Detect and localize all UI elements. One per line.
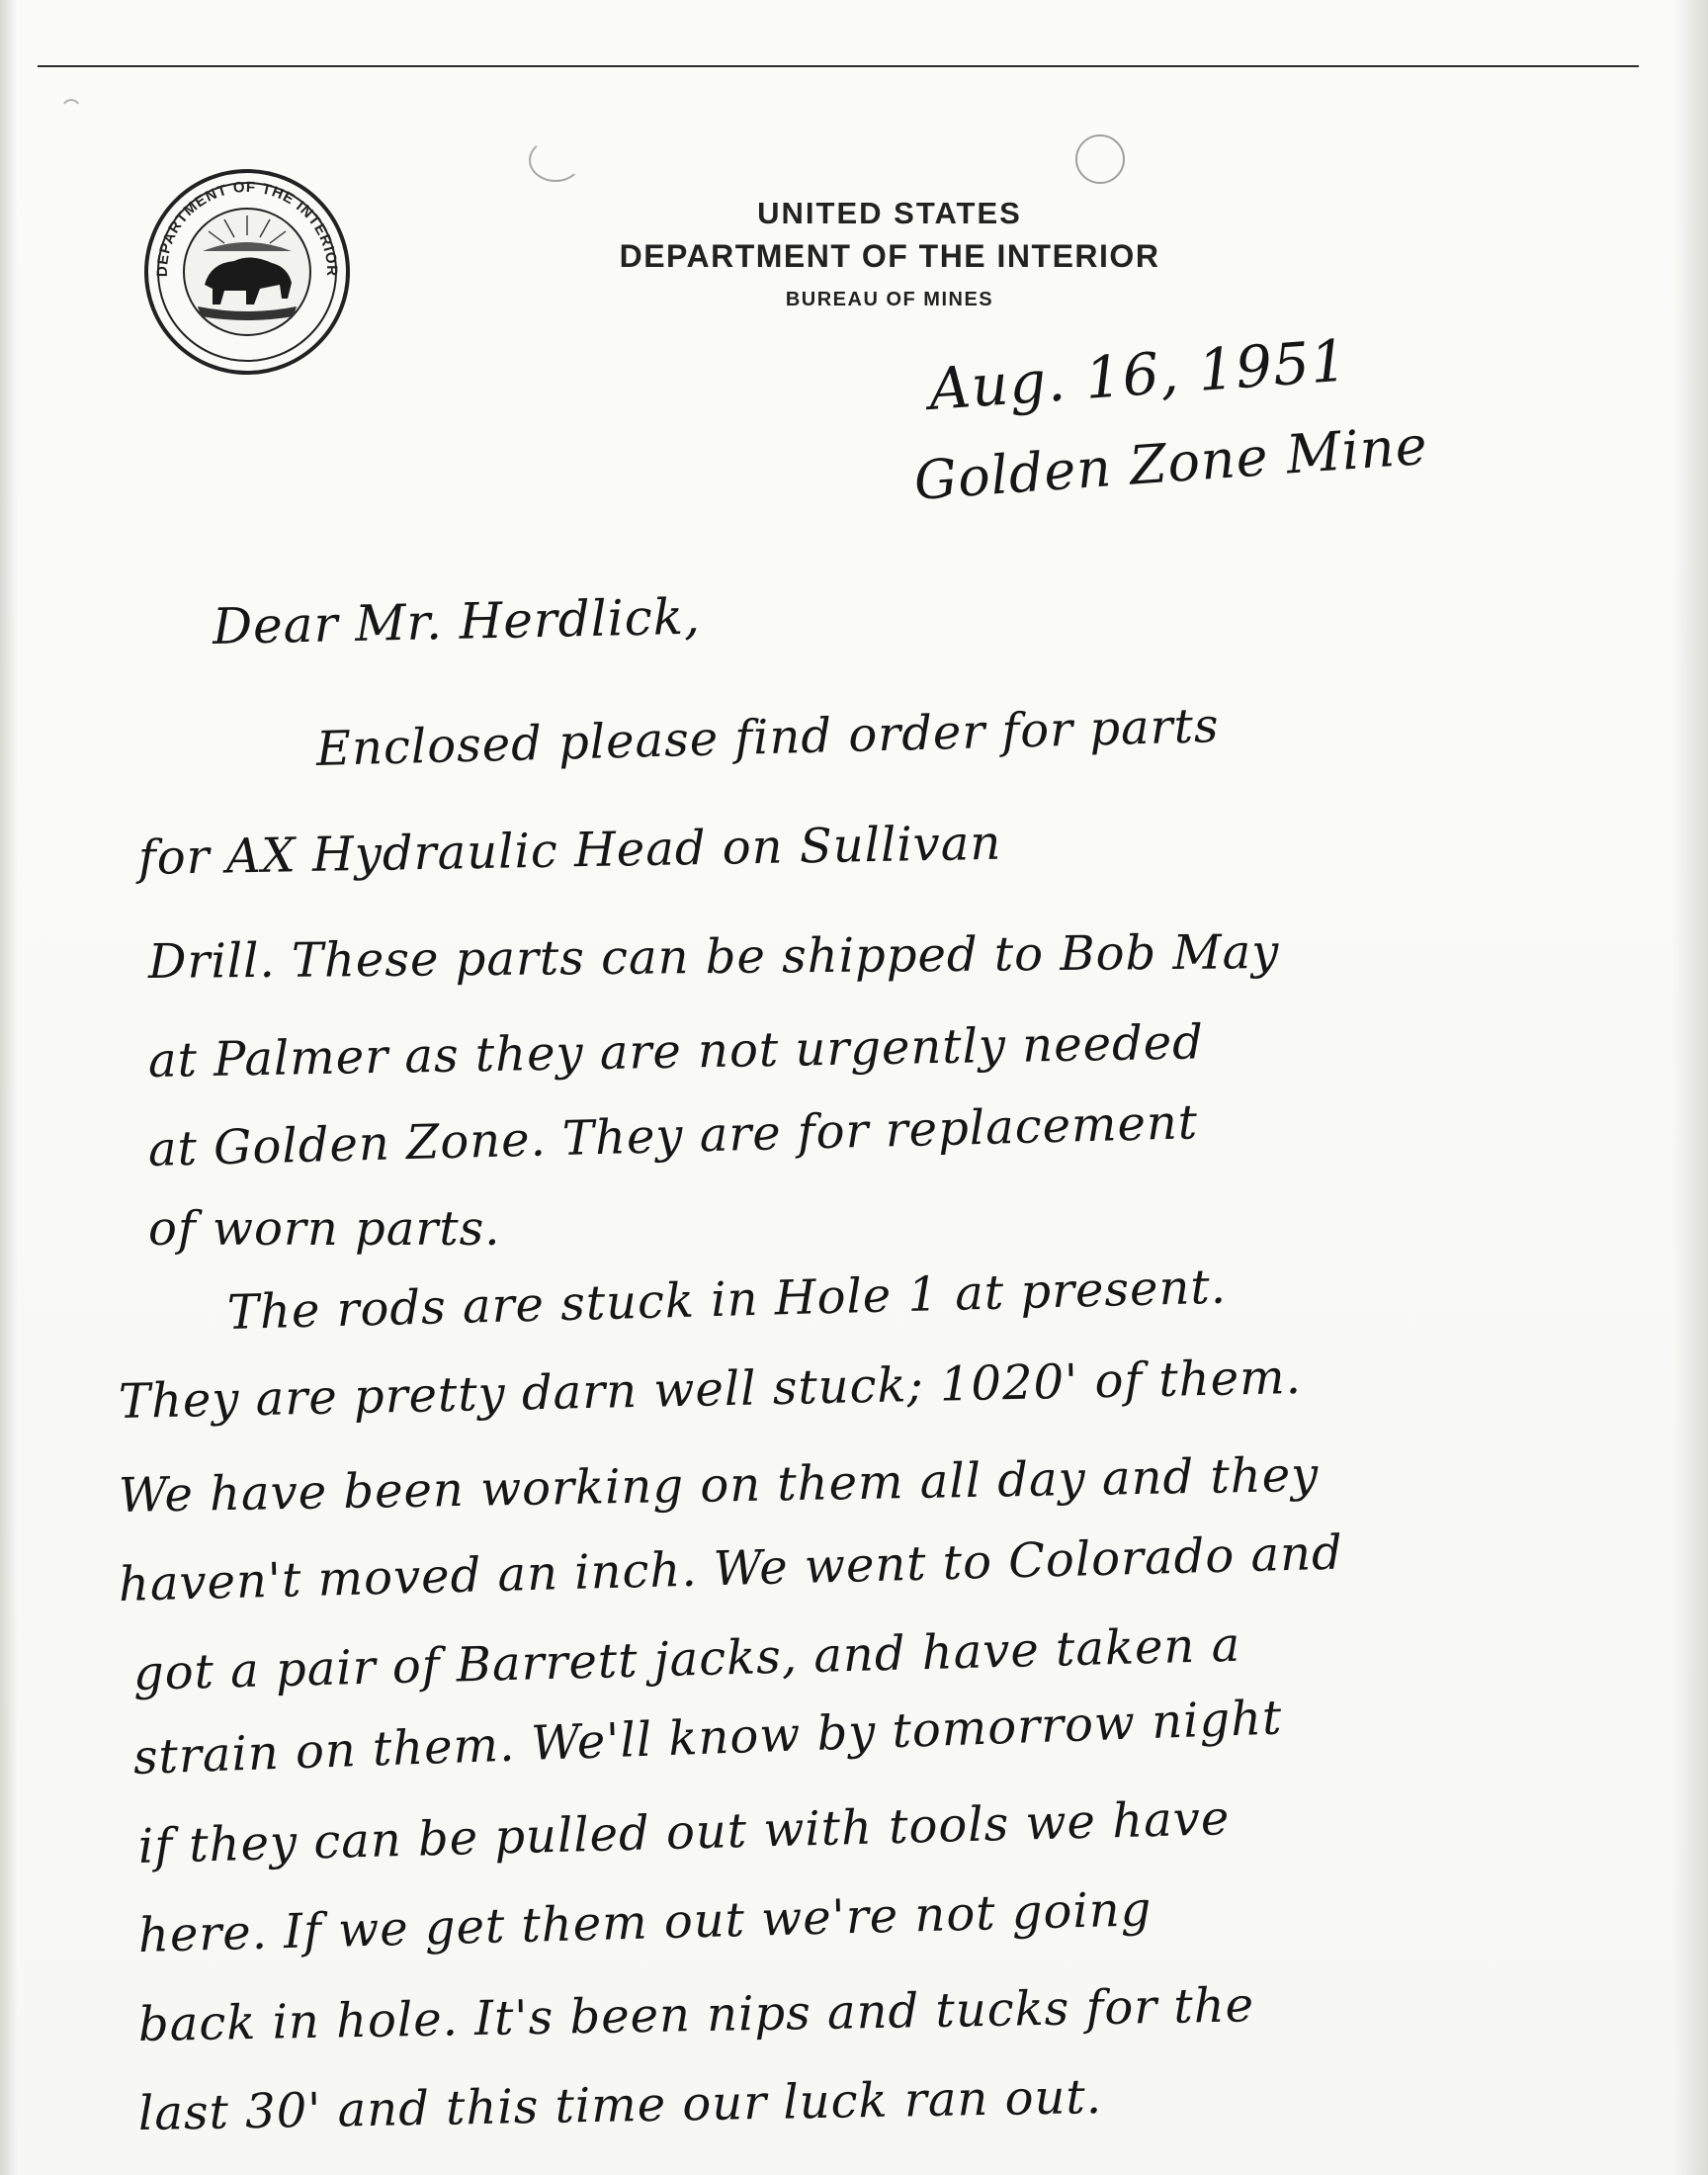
letter-line: The rods are stuck in Hole 1 at present. — [226, 1259, 1228, 1341]
letter-line: We have been working on them all day and they — [118, 1446, 1320, 1523]
letter-line: strain on them. We'll know by tomorrow night — [132, 1690, 1284, 1785]
scan-mark — [59, 99, 83, 132]
letter-line: if they can be pulled out with tools we have — [137, 1790, 1231, 1874]
scan-mark — [1075, 134, 1125, 184]
letter-line: at Palmer as they are not urgently needed — [147, 1014, 1205, 1088]
letter-line: of worn parts. — [148, 1201, 501, 1257]
department-seal — [143, 168, 351, 376]
letter-line: haven't moved an inch. We went to Colorado and — [118, 1524, 1344, 1612]
top-rule — [38, 65, 1639, 67]
letter-line: for AX Hydraulic Head on Sullivan — [137, 815, 1002, 886]
letter-line: last 30' and this time our luck ran out. — [137, 2068, 1103, 2141]
letterhead — [494, 194, 1285, 320]
scan-shadow-right — [1672, 0, 1708, 2175]
letter-line: Enclosed please find order for parts — [315, 698, 1221, 777]
letter-date: Aug. 16, 1951 — [926, 326, 1350, 423]
letter-salutation: Dear Mr. Herdlick, — [212, 587, 702, 655]
letter-place: Golden Zone Mine — [911, 413, 1430, 512]
letter-line: back in hole. It's been nips and tucks for the — [137, 1977, 1255, 2052]
scan-shadow-left — [0, 0, 18, 2175]
letterhead-bureau: BUREAU OF MINES — [785, 289, 994, 310]
letterhead-country: UNITED STATES — [757, 196, 1022, 230]
letter-line: here. If we get them out we're not going — [137, 1881, 1153, 1963]
letter-line: They are pretty darn well stuck; 1020' of them. — [118, 1348, 1303, 1430]
letter-line: got a pair of Barrett jacks, and have taken a — [132, 1616, 1241, 1701]
seal-text: DEPARTMENT OF THE INTERIOR — [153, 178, 341, 278]
scan-mark — [529, 138, 582, 182]
letter-line: Drill. These parts can be shipped to Bob May — [147, 924, 1280, 990]
letterhead-department: DEPARTMENT OF THE INTERIOR — [619, 238, 1160, 274]
letter-line: at Golden Zone. They are for replacement — [147, 1094, 1199, 1177]
